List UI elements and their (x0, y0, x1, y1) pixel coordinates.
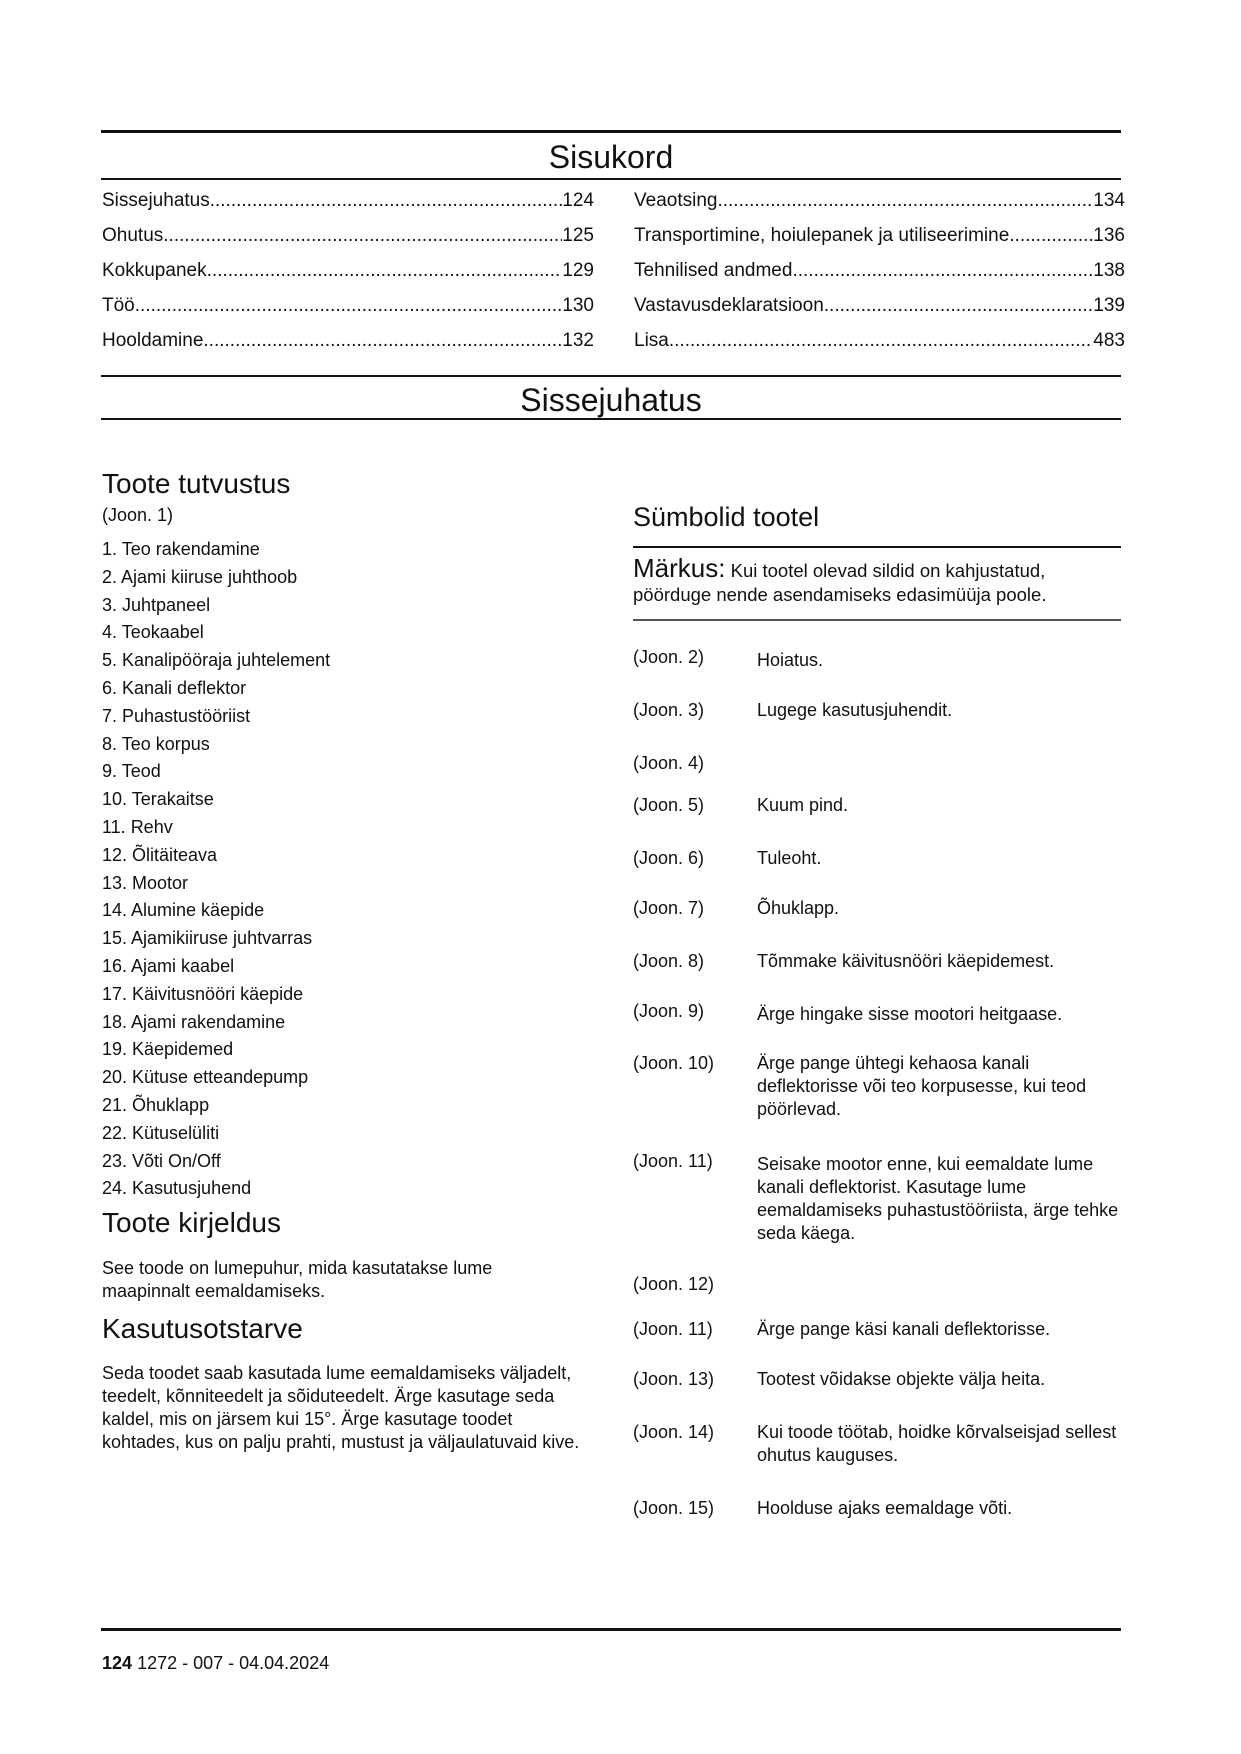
list-item: 17. Käivitusnööri käepide (102, 983, 304, 1004)
list-item: 3. Juhtpaneel (102, 594, 211, 615)
toc-right-column (634, 190, 1125, 365)
list-item: 1. Teo rakendamine (102, 539, 260, 559)
overview-figure-ref: (Joon. 1) (102, 505, 174, 525)
list-item: 22. Kütuselüliti (102, 1122, 220, 1143)
note-label: Märkus: (633, 553, 726, 583)
list-item: 20. Kütuse etteandepump (102, 1067, 309, 1088)
toc-entry[interactable]: Töö ..... 130 (102, 295, 594, 330)
section-title: Sissejuhatus (520, 382, 702, 418)
parts-list (102, 536, 330, 1203)
intended-use-heading: Kasutusotstarve (102, 1313, 303, 1344)
overview-heading: Toote tutvustus (102, 468, 291, 499)
list-item: 23. Võti On/Off (102, 1150, 221, 1171)
toc-title: Sisukord (548, 139, 674, 175)
list-item: 15. Ajamikiiruse juhtvarras (102, 928, 313, 949)
list-item: 16. Ajami kaabel (102, 955, 235, 976)
list-item: 21. Õhuklapp (102, 1094, 210, 1115)
list-item: 11. Rehv (102, 816, 173, 837)
section-top-rule (101, 375, 1121, 377)
note-box (633, 553, 1121, 607)
note-text: Kui tootel olevad sildid on kahjustatud, pöörduge nende asendamiseks edasimüüja poole. (633, 560, 1047, 605)
toc-entry[interactable]: Tehnilised andmed ..... 138 (634, 260, 1125, 295)
description-heading: Toote kirjeldus (102, 1207, 281, 1238)
top-rule (101, 130, 1121, 133)
list-item: 9. Teod (102, 761, 161, 782)
list-item: 19. Käepidemed (102, 1039, 234, 1060)
toc-entry[interactable]: Sissejuhatus ..... 124 (102, 190, 594, 225)
toc-entry[interactable]: Ohutus ..... 125 (102, 225, 594, 260)
list-item: 7. Puhastustööriist (102, 705, 251, 726)
footer-rule (101, 1628, 1121, 1631)
description-text: See toode on lumepuhur, mida kasutatakse lume maapinnalt eemaldamiseks. (102, 1258, 493, 1301)
toc-entry[interactable]: Kokkupanek ..... 129 (102, 260, 594, 295)
list-item: 13. Mootor (102, 872, 189, 893)
section-bottom-rule (101, 418, 1121, 420)
note-bottom-rule (633, 619, 1121, 621)
list-item: 5. Kanalipööraja juhtelement (102, 650, 331, 671)
list-item: 12. Õlitäiteava (102, 844, 218, 865)
toc-left-column (102, 190, 594, 365)
list-item: 14. Alumine käepide (102, 900, 265, 921)
document-id: 1272 - 007 - 04.04.2024 (137, 1653, 330, 1673)
list-item: 10. Terakaitse (102, 789, 214, 810)
toc-entry[interactable]: Veaotsing ..... 134 (634, 190, 1125, 225)
toc-title-rule (101, 178, 1121, 180)
toc-entry[interactable]: Transportimine, hoiulepanek ja utiliseerimine ..... 136 (634, 225, 1125, 260)
list-item: 6. Kanali deflektor (102, 677, 247, 698)
intended-use-text: Seda toodet saab kasutada lume eemaldamiseks väljadelt, teedelt, kõnniteedelt ja sõiduteedelt. Ärge kasutage seda kaldel, mis on järsem kui 15°. Ärge kasutage toodet kohtades, kus on palju prahti, mustust ja väljaulatuvaid kive. (102, 1363, 580, 1452)
list-item: 18. Ajami rakendamine (102, 1011, 286, 1032)
list-item: 4. Teokaabel (102, 622, 204, 643)
toc-entry[interactable]: Vastavusdeklaratsioon ..... 139 (634, 295, 1125, 330)
list-item: 24. Kasutusjuhend (102, 1178, 252, 1199)
list-item: 8. Teo korpus (102, 733, 210, 754)
symbols-heading: Sümbolid tootel (633, 502, 820, 532)
note-top-rule (633, 546, 1121, 548)
page-number: 124 (102, 1653, 133, 1673)
toc-entry[interactable]: Lisa ..... 483 (634, 330, 1125, 365)
footer (102, 1653, 329, 1674)
list-item: 2. Ajami kiiruse juhthoob (102, 566, 298, 587)
toc-entry[interactable]: Hooldamine ..... 132 (102, 330, 594, 365)
